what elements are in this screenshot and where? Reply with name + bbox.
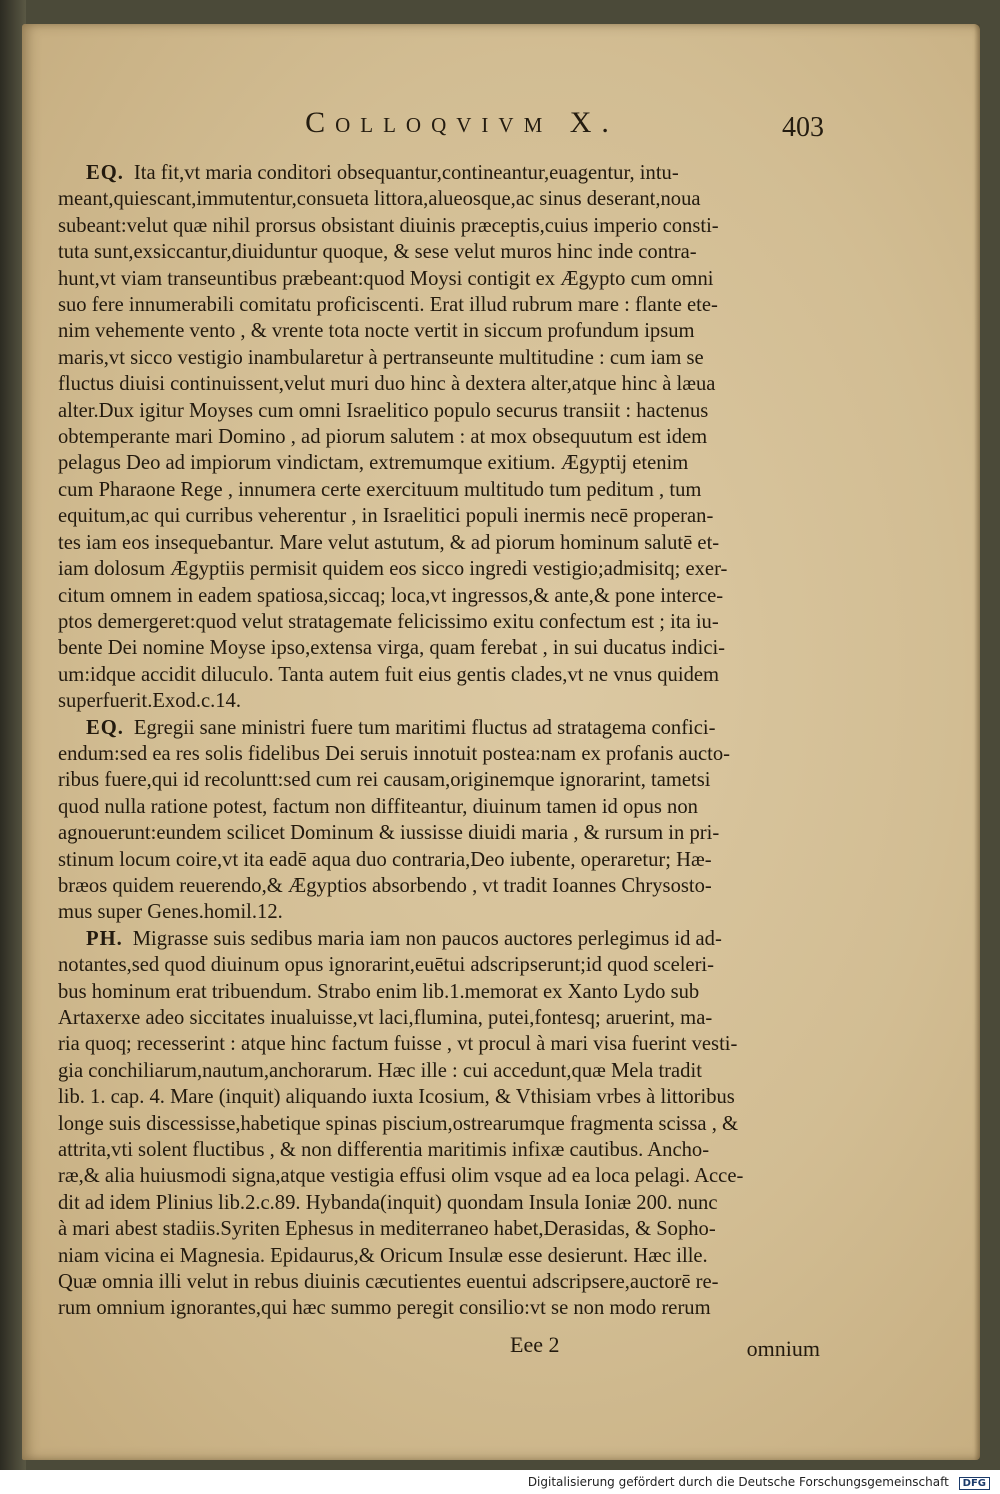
line-text: obtemperante mari Domino , ad piorum salutem : at mox obsequutum est idem	[58, 426, 708, 449]
line-text: cum Pharaone Rege , innumera certe exercituum multitudo tum peditum , tum	[58, 478, 702, 501]
line-text: ræ,& alia huiusmodi signa,atque vestigia effusi olim vsque ad ea loca pelagi. Acce-	[58, 1165, 744, 1188]
dialogue-paragraph	[58, 160, 820, 715]
line-text: hunt,vt viam transeuntibus præbeant:quod Moysi contigit ex Ægypto cum omni	[58, 267, 714, 290]
body-text	[58, 160, 820, 1322]
text-line	[58, 1190, 820, 1216]
text-line	[58, 847, 820, 873]
line-text: longe suis discessisse,habetique spinas piscium,ostrearumque fragmenta scissa , &	[58, 1112, 739, 1135]
text-line	[58, 662, 820, 688]
text-line	[58, 583, 820, 609]
line-text: um:idque accidit diluculo. Tanta autem fuit eius gentis clades,vt ne vnus quidem	[58, 663, 720, 686]
line-text: superfuerit.Exod.c.14.	[58, 690, 242, 713]
text-line	[58, 715, 820, 741]
line-text: rum omnium ignorantes,qui hæc summo peregit consilio:vt se non modo rerum	[58, 1297, 711, 1320]
line-text: Migrasse suis sedibus maria iam non paucos auctores perlegimus id ad-	[132, 927, 722, 950]
line-text: maris,vt sicco vestigio inambularetur à pertranseunte multitudine : cum iam se	[58, 346, 704, 369]
text-line	[58, 239, 820, 265]
page-number: 403	[782, 112, 824, 143]
line-text: citum omnem in eadem spatiosa,siccaq; loca,vt ingressos,& ante,& pone interce-	[58, 584, 724, 607]
text-line	[58, 1243, 820, 1269]
text-line	[58, 1137, 820, 1163]
line-text: à mari abest stadiis.Syriten Ephesus in mediterraneo habet,Derasidas, & Sopho-	[58, 1218, 716, 1241]
line-text: Egregii sane ministri fuere tum maritimi fluctus ad stratagema confici-	[133, 716, 716, 739]
line-text: bus hominum erat tribuendum. Strabo enim lib.1.memorat ex Xanto Lydo sub	[58, 980, 700, 1003]
line-text: endum:sed ea res solis fidelibus Dei seruis innotuit postea:nam ex profanis aucto-	[58, 742, 731, 765]
speaker-label: EQ.	[86, 162, 124, 184]
page-footer	[58, 1332, 820, 1362]
text-line	[58, 1295, 820, 1321]
text-line	[58, 1031, 820, 1057]
line-text: quod nulla ratione potest, factum non diffiteantur, diuinum tamen id opus non	[58, 795, 698, 818]
text-line	[58, 1111, 820, 1137]
line-text: meant,quiescant,immutentur,consueta littora,alueosque,ac sinus deserant,noua	[58, 188, 701, 211]
text-line	[58, 266, 820, 292]
line-text: alter.Dux igitur Moyses cum omni Israelitico populo securus transiit : hactenus	[58, 399, 709, 422]
text-line	[58, 292, 820, 318]
text-line	[58, 371, 820, 397]
text-line	[58, 1163, 820, 1189]
line-text: Ita fit,vt maria conditori obsequantur,contineantur,euagentur, intu-	[133, 162, 679, 184]
text-line	[58, 530, 820, 556]
line-text: equitum,ac qui curribus veherentur , in Israelitici populi inermis necē properan-	[58, 505, 714, 528]
text-line	[58, 609, 820, 635]
line-text: stinum locum coire,vt ita eadē aqua duo contraria,Deo iubente, operaretur; Hæ-	[58, 848, 712, 871]
text-line	[58, 767, 820, 793]
text-line	[58, 450, 820, 476]
running-head: Colloqvivm X.	[305, 106, 619, 139]
dialogue-paragraph	[58, 926, 820, 1322]
text-line	[58, 1058, 820, 1084]
text-line	[58, 926, 820, 952]
line-text: notantes,sed quod diuinum opus ignorarint,euētui adscripserunt;id quod sceleri-	[58, 954, 715, 977]
dfg-logo: DFG	[959, 1477, 990, 1490]
text-line	[58, 318, 820, 344]
line-text: lib. 1. cap. 4. Mare (inquit) aliquando iuxta Icosium, & Vthisiam vrbes à littoribus	[58, 1086, 735, 1109]
text-line	[58, 213, 820, 239]
line-text: gia conchiliarum,nautum,anchorarum. Hæc ille : cui accedunt,quæ Mela tradit	[58, 1059, 702, 1082]
line-text: niam vicina ei Magnesia. Epidaurus,& Oricum Insulæ esse desierunt. Hæc ille.	[58, 1244, 708, 1267]
catchword: omnium	[746, 1336, 820, 1361]
text-line	[58, 1084, 820, 1110]
line-text: iam dolosum Ægyptiis permisit quidem eos sicco ingredi vestigio;admisitq; exer-	[58, 558, 728, 581]
line-text: tes iam eos insequebantur. Mare velut astutum, & ad piorum hominum salutē et-	[58, 531, 720, 554]
line-text: attrita,vti solent fluctibus , & non differentia maritimis infixæ cautibus. Ancho-	[58, 1139, 710, 1162]
text-line	[58, 979, 820, 1005]
line-text: nim vehemente vento , & vrente tota nocte vertit in siccum profundum ipsum	[58, 320, 695, 343]
text-line	[58, 477, 820, 503]
text-line	[58, 899, 820, 925]
text-line	[58, 556, 820, 582]
line-text: ribus fuere,qui id recoluntt:sed cum rei causam,originemque ignorarint, tametsi	[58, 769, 711, 792]
dialogue-paragraph	[58, 715, 820, 926]
speaker-label: EQ.	[86, 716, 124, 739]
line-text: tuta sunt,exsiccantur,diuiduntur quoque, & sese velut muros hinc inde contra-	[58, 241, 697, 264]
line-text: suo fere innumerabili comitatu proficiscenti. Erat illud rubrum mare : flante ete-	[58, 294, 718, 317]
credit-line	[528, 1475, 990, 1490]
line-text: Artaxerxe adeo siccitates inualuisse,vt laci,flumina, putei,fontesq; aruerint, ma-	[58, 1007, 713, 1029]
text-line	[58, 503, 820, 529]
book-page	[22, 24, 980, 1460]
line-text: agnouerunt:eundem scilicet Dominum & iussisse diuidi maria , & rursum in pri-	[58, 822, 720, 845]
line-text: pelagus Deo ad impiorum vindictam, extremumque exitium. Ægyptij etenim	[58, 452, 689, 475]
speaker-label: PH.	[86, 927, 123, 950]
line-text: subeant:velut quæ nihil prorsus obsistant diuinis præceptis,cuius imperio consti-	[58, 214, 719, 237]
text-line	[58, 741, 820, 767]
text-line	[58, 820, 820, 846]
text-line	[58, 873, 820, 899]
text-line	[58, 952, 820, 978]
text-line	[58, 1216, 820, 1242]
text-line	[58, 160, 820, 186]
text-line	[58, 635, 820, 661]
line-text: dit ad idem Plinius lib.2.c.89. Hybanda(inquit) quondam Insula Ioniæ 200. nunc	[58, 1191, 718, 1214]
line-text: bræos quidem reuerendo,& Ægyptios absorbendo , vt tradit Ioannes Chrysosto-	[58, 874, 712, 897]
text-line	[58, 186, 820, 212]
line-text: Quæ omnia illi velut in rebus diuinis cæcutientes euentui adscripsere,auctorē re-	[58, 1271, 719, 1294]
line-text: fluctus diuisi continuissent,velut muri duo hinc à dextera alter,atque hinc à læua	[58, 373, 716, 396]
text-line	[58, 1005, 820, 1031]
text-line	[58, 345, 820, 371]
text-line	[58, 794, 820, 820]
credit-text: Digitalisierung gefördert durch die Deutsche Forschungsgemeinschaft	[527, 1475, 949, 1489]
line-text: mus super Genes.homil.12.	[58, 901, 283, 924]
text-line	[58, 688, 820, 714]
text-line	[58, 424, 820, 450]
line-text: bente Dei nomine Moyse ipso,extensa virga, quam ferebat , in sui ducatus indici-	[58, 637, 726, 660]
text-line	[58, 398, 820, 424]
line-text: ria quoq; recesserint : atque hinc factum fuisse , vt procul à mari visa fuerint vesti-	[58, 1033, 738, 1056]
line-text: ptos demergeret:quod velut stratagemate felicissimo exitu confectum est ; ita iu-	[58, 610, 719, 633]
page-edge-shadow	[974, 24, 980, 1460]
text-line	[58, 1269, 820, 1295]
signature-mark: Eee 2	[510, 1332, 560, 1357]
